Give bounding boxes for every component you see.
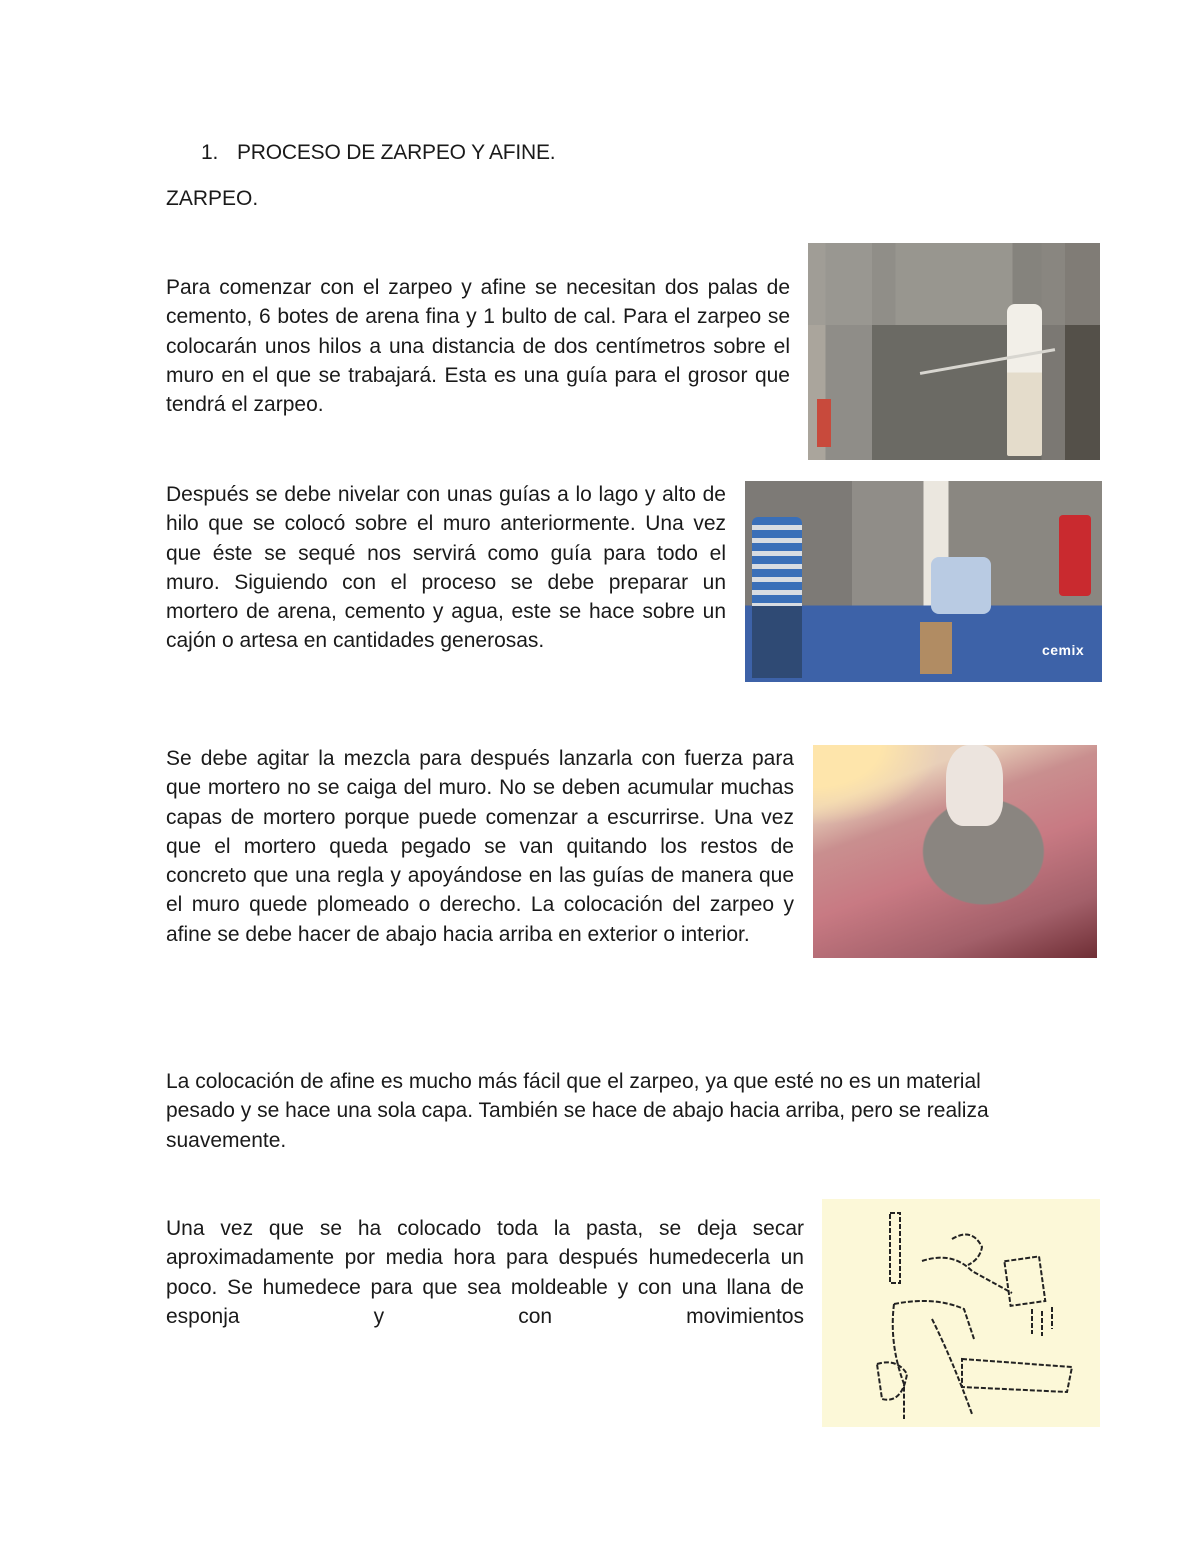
worker-striped-shirt <box>752 517 802 678</box>
paragraph-leveling: Después se debe nivelar con unas guías a lo lago y alto de hilo que se colocó sobre el muro anteriormente. Una vez que éste se sequé nos servirá como guía para todo el muro. Siguiendo con el proceso se debe preparar un mortero de arena, cemento y agua, este se hace sobre un cajón o artesa en cantidades generosas. <box>166 483 726 653</box>
paragraph-afine: La colocación de afine es mucho más fácil que el zarpeo, ya que esté no es un material pesado y se hace una sola capa. También se hace de abajo hacia arriba, pero se realiza suavemente. <box>166 1070 989 1152</box>
mixing-mortar-photo <box>813 745 1097 958</box>
section-heading <box>201 141 555 165</box>
plastering-illustration <box>822 1199 1100 1427</box>
paragraph-materials: Para comenzar con el zarpeo y afine se necesitan dos palas de cemento, 6 botes de arena fina y 1 bulto de cal. Para el zarpeo se colocarán unos hilos a una distancia de dos centímetros sobre el muro en el que se trabajará. Esta es una guía para el grosor que tendrá el zarpeo. <box>166 276 790 417</box>
trowel-shape <box>946 745 1003 826</box>
red-bag-shape <box>817 399 832 447</box>
subheading-zarpeo: ZARPEO. <box>166 187 259 210</box>
worker-leveling-wall-photo <box>808 243 1100 460</box>
paragraph-mixing: Se debe agitar la mezcla para después lanzarla con fuerza para que mortero no se caiga del muro. No se deben acumular muchas capas de mortero porque puede comenzar a escurrirse. Una vez que el mortero queda pegado se van quitando los restos de concreto que una regla y apoyándose en las guías de manera que el muro quede plomeado o derecho. La colocación del zarpeo y afine se debe hacer de abajo hacia arriba en exterior o interior. <box>166 747 794 946</box>
cemix-watermark: cemix <box>1041 641 1085 658</box>
worker-figure <box>1007 304 1042 456</box>
paragraph-drying: Una vez que se ha colocado toda la pasta, se deja secar aproximadamente por media hora para después humedecerla un poco. Se humedece para que sea moldeable y con una llana de esponja y con movimientos <box>166 1217 804 1328</box>
heading-text: PROCESO DE ZARPEO Y AFINE. <box>237 141 556 164</box>
worker-bending <box>931 557 992 613</box>
list-number: 1. <box>201 141 219 164</box>
plastering-drawing-icon <box>822 1199 1100 1427</box>
workers-applying-mortar-photo <box>745 481 1102 682</box>
worker-red-vest <box>1059 515 1091 595</box>
cement-bag <box>920 622 952 674</box>
